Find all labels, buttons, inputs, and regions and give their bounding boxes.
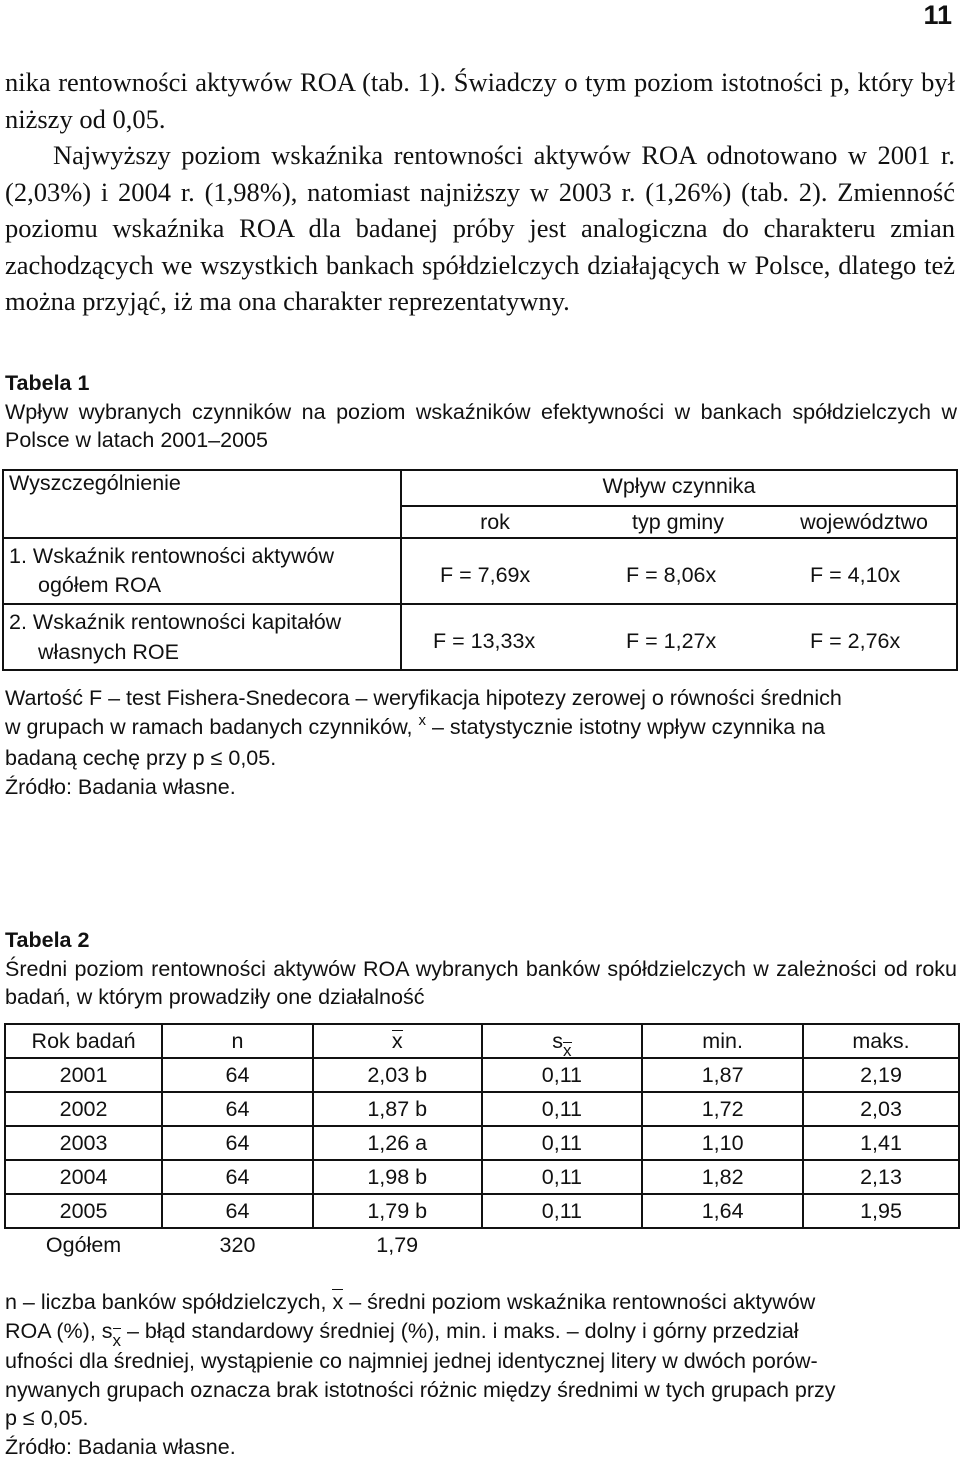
table2-note: [5, 1288, 957, 1461]
table1-row1-label-line2: ogółem ROA: [38, 573, 161, 598]
table2-cell: 2,13: [803, 1160, 959, 1194]
table2-cell: 0,11: [482, 1194, 643, 1228]
table1-note-line1: Wartość F – test Fishera-Snedecora – weryfikacja hipotezy zerowej o równości średnich: [5, 684, 957, 713]
table1-row1-wojewodztwo: F = 4,10x: [810, 563, 900, 588]
table1-row2-typ-gminy: F = 1,27x: [626, 629, 716, 654]
table1-col-rok: rok: [440, 510, 550, 535]
table2-cell: 0,11: [482, 1092, 643, 1126]
table2-note-line1: n – liczba banków spółdzielczych, x – średni poziom wskaźnika rentowności aktywów: [5, 1288, 957, 1317]
table1-row2-label-line1: 2. Wskaźnik rentowności kapitałów: [9, 610, 341, 635]
table1-note-line3: badaną cechę przy p ≤ 0,05.: [5, 744, 957, 773]
table1-heading: [5, 369, 957, 455]
table2-cell: 1,10: [642, 1126, 803, 1160]
table2-header-mean: x: [313, 1024, 482, 1058]
table2-cell: 1,95: [803, 1194, 959, 1228]
table2-cell: 1,98 b: [313, 1160, 482, 1194]
table2-cell: 2002: [5, 1092, 162, 1126]
body-text: [5, 64, 955, 320]
table2-cell: 1,87 b: [313, 1092, 482, 1126]
table1-row1-rok: F = 7,69x: [440, 563, 530, 588]
table2-header-year: Rok badań: [5, 1024, 162, 1058]
page-number: 11: [923, 0, 952, 31]
table2-cell: 0,11: [482, 1058, 643, 1092]
table2-caption: Średni poziom rentowności aktywów ROA wybranych banków spółdzielczych w zależności od roku badań, w którym prowadziły one działalność: [5, 955, 957, 1012]
table2: [4, 1023, 960, 1261]
table2-note-line2: ROA (%), sx – błąd standardowy średniej (%), min. i maks. – dolny i górny przedział: [5, 1317, 957, 1348]
table2-cell: 64: [162, 1092, 313, 1126]
table2-cell: 0,11: [482, 1160, 643, 1194]
table2-header-n: n: [162, 1024, 313, 1058]
table2-cell: 2,03: [803, 1092, 959, 1126]
table1-col-wojewodztwo: województwo: [780, 510, 948, 535]
table1-row2-wojewodztwo: F = 2,76x: [810, 629, 900, 654]
table1-note-line2: w grupach w ramach badanych czynników, $^x$ – statystycznie istotny wpływ czynnika na: [5, 713, 957, 745]
table1-note: [5, 684, 957, 801]
table2-cell: 2003: [5, 1126, 162, 1160]
table-row: [5, 1194, 959, 1228]
table2-cell: 1,79 b: [313, 1194, 482, 1228]
table1-group-header: Wpływ czynnika: [400, 474, 958, 499]
table2-header-se: sx: [482, 1024, 643, 1058]
table1-row1-typ-gminy: F = 8,06x: [626, 563, 716, 588]
table2-header-min: min.: [642, 1024, 803, 1058]
table2-cell: 2004: [5, 1160, 162, 1194]
table2-note-line3: ufności dla średniej, wystąpienie co najmniej jednej identycznej litery w dwóch porów-: [5, 1347, 957, 1376]
table1-row2-label-line2: własnych ROE: [38, 640, 179, 665]
table-row: [5, 1160, 959, 1194]
table2-cell: 2005: [5, 1194, 162, 1228]
table2-label: Tabela 2: [5, 926, 957, 955]
table2-cell: 1,87: [642, 1058, 803, 1092]
table2-cell: 2,03 b: [313, 1058, 482, 1092]
table2-total-row: [5, 1228, 959, 1261]
paragraph-2: Najwyższy poziom wskaźnika rentowności aktywów ROA odnotowano w 2001 r. (2,03%) i 2004 r. (1,98%), natomiast najniższy w 2003 r. (1,26%) (tab. 2). Zmienność poziomu wskaźnika ROA dla badanej próby jest analogiczna do charakteru zmian zachodzących we wszystkich bankach spółdzielczych działających w Polsce, dlatego też można przyjąć, iż ma ona charakter reprezentatywny.: [5, 137, 955, 320]
table-row: [5, 1058, 959, 1092]
table2-cell: 1,82: [642, 1160, 803, 1194]
table2-header-row: [5, 1024, 959, 1058]
table2-cell: 0,11: [482, 1126, 643, 1160]
table2-cell: Ogółem: [5, 1228, 162, 1261]
table2-cell: 320: [162, 1228, 313, 1261]
table2-cell: 64: [162, 1160, 313, 1194]
table2-cell: 1,41: [803, 1126, 959, 1160]
table2-cell: 1,72: [642, 1092, 803, 1126]
table1-row2-rok: F = 13,33x: [433, 629, 535, 654]
table2-note-line4: nywanych grupach oznacza brak istotności różnic między średnimi w tych grupach przy: [5, 1376, 957, 1405]
table2-header-max: maks.: [803, 1024, 959, 1058]
table-row: [5, 1092, 959, 1126]
table1-label: Tabela 1: [5, 369, 957, 398]
table2-note-line5: p ≤ 0,05.: [5, 1404, 957, 1433]
table1-col-typ-gminy: typ gminy: [600, 510, 756, 535]
table2-source: Źródło: Badania własne.: [5, 1433, 957, 1461]
table2-cell: 64: [162, 1194, 313, 1228]
table2-heading: [5, 926, 957, 1012]
table2-cell: 1,79: [313, 1228, 482, 1261]
table1-row1-label-line1: 1. Wskaźnik rentowności aktywów: [9, 544, 334, 569]
table2-cell: 2,19: [803, 1058, 959, 1092]
table2-cell: 64: [162, 1126, 313, 1160]
table2-cell: 2001: [5, 1058, 162, 1092]
table2-cell: 64: [162, 1058, 313, 1092]
table2-cell: 1,26 a: [313, 1126, 482, 1160]
table1-source: Źródło: Badania własne.: [5, 773, 957, 802]
paragraph-1: nika rentowności aktywów ROA (tab. 1). Świadczy o tym poziom istotności p, który był niższy od 0,05.: [5, 64, 955, 137]
table-row: [5, 1126, 959, 1160]
table1-stub-header: Wyszczególnienie: [9, 471, 181, 496]
table2-cell: 1,64: [642, 1194, 803, 1228]
table1-caption: Wpływ wybranych czynników na poziom wskaźników efektywności w bankach spółdzielczych w Polsce w latach 2001–2005: [5, 398, 957, 455]
